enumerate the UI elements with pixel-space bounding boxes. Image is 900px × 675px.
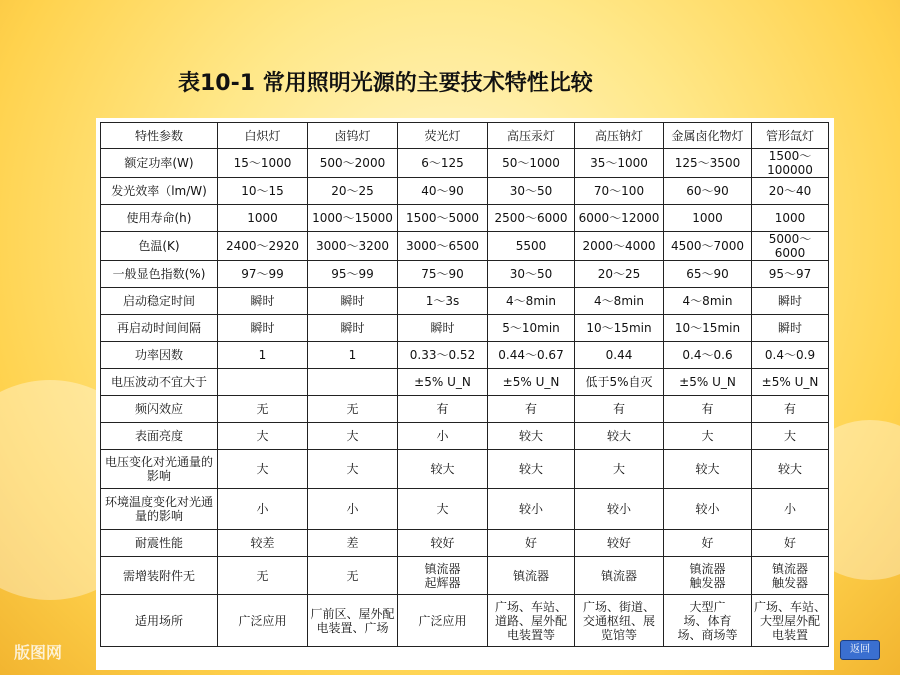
table-cell: 厂前区、屋外配 电装置、广场 (308, 595, 398, 647)
table-cell: 0.4～0.9 (752, 342, 829, 369)
table-cell: 35～1000 (575, 149, 664, 178)
table-cell: 3000～6500 (398, 232, 488, 261)
table-cell: 较大 (664, 450, 752, 489)
table-cell: 6000～12000 (575, 205, 664, 232)
table-cell: 广场、街道、 交通枢纽、展 览馆等 (575, 595, 664, 647)
column-header: 卤钨灯 (308, 123, 398, 149)
table-cell: 60～90 (664, 178, 752, 205)
table-cell: 1 (218, 342, 308, 369)
column-header: 白炽灯 (218, 123, 308, 149)
table-cell: 无 (218, 396, 308, 423)
table-cell: 大 (308, 450, 398, 489)
table-cell: 好 (488, 530, 575, 557)
table-cell: 0.44～0.67 (488, 342, 575, 369)
table-cell: 2500～6000 (488, 205, 575, 232)
table-cell: 较大 (575, 423, 664, 450)
row-header: 使用寿命(h) (101, 205, 218, 232)
table-cell: 97～99 (218, 261, 308, 288)
table-cell: 较大 (488, 423, 575, 450)
table-cell: 有 (664, 396, 752, 423)
table-cell: 1000 (218, 205, 308, 232)
table-row (101, 557, 829, 595)
column-header: 特性参数 (101, 123, 218, 149)
table-cell: 有 (752, 396, 829, 423)
table-cell: 瞬时 (218, 315, 308, 342)
table-cell: 6～125 (398, 149, 488, 178)
table-cell: 瞬时 (752, 315, 829, 342)
table-cell: 好 (664, 530, 752, 557)
column-header: 高压汞灯 (488, 123, 575, 149)
table-cell: 20～40 (752, 178, 829, 205)
table-cell: 10～15 (218, 178, 308, 205)
table-row (101, 205, 829, 232)
table-row (101, 396, 829, 423)
column-header: 高压钠灯 (575, 123, 664, 149)
table-cell: 大 (308, 423, 398, 450)
table-cell: 小 (752, 489, 829, 530)
table-cell: ±5% U_N (398, 369, 488, 396)
table-cell (308, 369, 398, 396)
table-cell: 较小 (575, 489, 664, 530)
table-cell: 500～2000 (308, 149, 398, 178)
table-cell: 瞬时 (398, 315, 488, 342)
table-cell: 较好 (575, 530, 664, 557)
table-cell: 瞬时 (218, 288, 308, 315)
table-row (101, 450, 829, 489)
table-cell: 1000 (752, 205, 829, 232)
column-header: 管形氙灯 (752, 123, 829, 149)
table-cell: 镇流器 (575, 557, 664, 595)
table-cell: 1000 (664, 205, 752, 232)
table-cell: 1～3s (398, 288, 488, 315)
table-cell: 2000～4000 (575, 232, 664, 261)
table-row (101, 342, 829, 369)
table-row (101, 261, 829, 288)
row-header: 电压变化对光通量的影响 (101, 450, 218, 489)
back-button[interactable]: 返回 (840, 640, 880, 660)
row-header: 频闪效应 (101, 396, 218, 423)
table-row (101, 178, 829, 205)
table-cell: 5500 (488, 232, 575, 261)
table-cell: 大 (398, 489, 488, 530)
table-cell: 5000～6000 (752, 232, 829, 261)
table-cell: 95～97 (752, 261, 829, 288)
table-cell: 大 (752, 423, 829, 450)
table-cell: 4500～7000 (664, 232, 752, 261)
row-header: 需增装附件无 (101, 557, 218, 595)
table-cell: 大型广 场、体育 场、商场等 (664, 595, 752, 647)
table-cell: 15～1000 (218, 149, 308, 178)
table-cell: 较大 (488, 450, 575, 489)
table-row (101, 315, 829, 342)
table-cell: 小 (308, 489, 398, 530)
table-cell: 较大 (398, 450, 488, 489)
column-header: 金属卤化物灯 (664, 123, 752, 149)
row-header: 电压波动不宜大于 (101, 369, 218, 396)
table-cell: 1000～15000 (308, 205, 398, 232)
table-cell: 好 (752, 530, 829, 557)
table-cell: 较好 (398, 530, 488, 557)
table-cell: 95～99 (308, 261, 398, 288)
table-cell: 无 (308, 396, 398, 423)
table-row (101, 232, 829, 261)
table-cell: ±5% U_N (752, 369, 829, 396)
table-cell: 4～8min (664, 288, 752, 315)
table-cell: 无 (308, 557, 398, 595)
table-cell: 1 (308, 342, 398, 369)
table-cell: 广场、车站、 道路、屋外配 电装置等 (488, 595, 575, 647)
table-cell: 镇流器 起辉器 (398, 557, 488, 595)
table-cell: 有 (488, 396, 575, 423)
row-header: 适用场所 (101, 595, 218, 647)
table-cell: 10～15min (664, 315, 752, 342)
row-header: 再启动时间间隔 (101, 315, 218, 342)
row-header: 功率因数 (101, 342, 218, 369)
table-cell: 0.44 (575, 342, 664, 369)
table-cell: 有 (398, 396, 488, 423)
table-cell: 40～90 (398, 178, 488, 205)
table-cell: 无 (218, 557, 308, 595)
table-cell: ±5% U_N (664, 369, 752, 396)
table-cell: 大 (575, 450, 664, 489)
row-header: 环境温度变化对光通量的影响 (101, 489, 218, 530)
table-row (101, 423, 829, 450)
table-row (101, 149, 829, 178)
table-cell: 50～1000 (488, 149, 575, 178)
table-cell: 2400～2920 (218, 232, 308, 261)
table-cell: 小 (218, 489, 308, 530)
table-cell: ±5% U_N (488, 369, 575, 396)
table-cell: 30～50 (488, 178, 575, 205)
table-row (101, 489, 829, 530)
table-cell: 较差 (218, 530, 308, 557)
row-header: 色温(K) (101, 232, 218, 261)
table-row (101, 369, 829, 396)
table-cell: 75～90 (398, 261, 488, 288)
table-row (101, 530, 829, 557)
row-header: 额定功率(W) (101, 149, 218, 178)
row-header: 耐震性能 (101, 530, 218, 557)
table-cell: 大 (664, 423, 752, 450)
table-cell: 30～50 (488, 261, 575, 288)
table-cell: 20～25 (308, 178, 398, 205)
table-cell: 较大 (752, 450, 829, 489)
table-cell: 较小 (664, 489, 752, 530)
watermark-logo: 版图网 (14, 643, 63, 662)
table-cell: 20～25 (575, 261, 664, 288)
table-cell: 小 (398, 423, 488, 450)
table-cell: 有 (575, 396, 664, 423)
table-header-row (101, 123, 829, 149)
table-cell: 差 (308, 530, 398, 557)
table-cell: 5～10min (488, 315, 575, 342)
table-cell: 0.4～0.6 (664, 342, 752, 369)
table-cell: 广泛应用 (398, 595, 488, 647)
table-cell: 3000～3200 (308, 232, 398, 261)
table-cell: 镇流器 触发器 (752, 557, 829, 595)
table-cell: 0.33～0.52 (398, 342, 488, 369)
row-header: 发光效率（lm/W) (101, 178, 218, 205)
table-cell: 广泛应用 (218, 595, 308, 647)
page-title: 表10-1 常用照明光源的主要技术特性比较 (178, 71, 593, 96)
table-cell: 1500～5000 (398, 205, 488, 232)
table-cell: 125～3500 (664, 149, 752, 178)
table-cell: 镇流器 触发器 (664, 557, 752, 595)
row-header: 启动稳定时间 (101, 288, 218, 315)
comparison-table-container (96, 118, 834, 670)
table-cell: 1500～100000 (752, 149, 829, 178)
table-row (101, 595, 829, 647)
table-cell: 大 (218, 450, 308, 489)
table-cell: 低于5%自灭 (575, 369, 664, 396)
table-cell: 广场、车站、 大型屋外配 电装置 (752, 595, 829, 647)
row-header: 表面亮度 (101, 423, 218, 450)
table-cell: 瞬时 (752, 288, 829, 315)
table-cell: 大 (218, 423, 308, 450)
table-cell: 瞬时 (308, 288, 398, 315)
table-cell (218, 369, 308, 396)
table-cell: 4～8min (575, 288, 664, 315)
light-source-comparison-table (100, 122, 829, 647)
table-cell: 10～15min (575, 315, 664, 342)
table-cell: 镇流器 (488, 557, 575, 595)
row-header: 一般显色指数(%) (101, 261, 218, 288)
table-cell: 70～100 (575, 178, 664, 205)
table-cell: 瞬时 (308, 315, 398, 342)
table-row (101, 288, 829, 315)
table-cell: 4～8min (488, 288, 575, 315)
table-cell: 65～90 (664, 261, 752, 288)
column-header: 荧光灯 (398, 123, 488, 149)
table-cell: 较小 (488, 489, 575, 530)
